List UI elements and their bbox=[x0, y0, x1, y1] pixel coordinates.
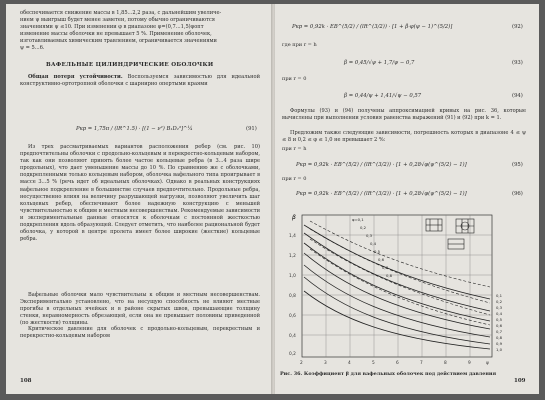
x-tick-label: 7 bbox=[420, 361, 423, 366]
x-tick-label: 9 bbox=[468, 361, 471, 366]
figure-36 bbox=[280, 207, 528, 367]
equation-92: Pкр = 0,92k · EB^(5/2) / (lR^(3/2)) · [1 + β·φ(ψ − 1)^(5/2)] bbox=[292, 24, 453, 30]
equation-96-number: (96) bbox=[512, 191, 523, 197]
equation-94: β = 0,44/ψ + 1,41/√ψ − 0,57 bbox=[344, 93, 422, 99]
curve-label: 0,2 bbox=[360, 225, 367, 230]
equation-91: Pкр = 1,75π / (lR^1.5) · [(1 − ν²) B₁D₂³]^¼ bbox=[76, 126, 193, 132]
left-para2 bbox=[20, 144, 260, 243]
equation-94-number: (94) bbox=[512, 93, 523, 99]
page-number-right: 109 bbox=[514, 378, 526, 384]
figure-caption: Рис. 36. Коэффициент β для вафельных оболочек под действием давления bbox=[280, 371, 497, 377]
where-label: при r = h bbox=[282, 146, 307, 152]
left-top-line: изготавливаемых химическим травлением, ограничивается значениями bbox=[20, 38, 217, 45]
phi-label: 1,0 bbox=[496, 347, 503, 352]
x-axis-label: ψ bbox=[486, 361, 489, 366]
phi-label: 0,7 bbox=[496, 329, 503, 334]
curve-label: 0,6 bbox=[378, 257, 385, 262]
left-top-line: обеспечивается снижение массы в 1,85...2,2 раза, с дальнейшим увеличе- bbox=[20, 10, 222, 16]
phi-label: 0,5 bbox=[496, 317, 503, 322]
equation-91-number: (91) bbox=[246, 126, 257, 132]
left-top-line: значениями ψ ≤10. При изменении φ в диапазоне φ=(0,7...1,5)φопт bbox=[20, 24, 204, 31]
right-page bbox=[274, 4, 539, 394]
para-text: Предложим также следующие зависимости, погрешность которых в диапазоне 4 ≤ ψ ≤ 8 и 0,2 ≤ φ ≤ 1,0 не превышает 2 %: bbox=[282, 130, 526, 144]
left-top-line: нием ψ выигрыш будет менее заметен, потому обычно ограничиваются bbox=[20, 17, 215, 24]
para-text: Из трех рассматриваемых вариантов расположения ребер (см. рис. 10) предпочтительны оболочки с продольно-кольцевым и перекрестно-кольцевым набором, так как они позволяют принять более частое кольцевые ребра (в 3...4 раза шире продольных), что дает уменьшение массы до 10 %. По сравнению же с оболочками, подкрепленными только кольцевым набором, оболочка вафельного типа проигрывает в массе 3...5 % (речь идет об идеальных оболочках). Однако в реальных конструкциях вафельное подкрепление в большинстве случаев предпочтительно. Продольные ребра, несущественно влияя на величину разрушающей нагрузки, позволяют увеличить шаг кольцевых ребер, обеспечивают более надежную конструкцию с меньшей чувствительностью к общим и местным несовершенствам. Рекомендуемые зависимости и экспериментальные данные относятся к оболочкам с постоянной жесткостью подкрепления вдоль образующей. Следует отметить, что наиболее рациональной будет оболочка, у которой в центре пролета имеет более широкие (жесткие) кольцевые ребра. bbox=[20, 144, 260, 243]
left-para1 bbox=[20, 74, 260, 88]
where-label: при r = 0 bbox=[282, 176, 307, 182]
section-heading: ВАФЕЛЬНЫЕ ЦИЛИНДРИЧЕСКИЕ ОБОЛОЧКИ bbox=[46, 62, 214, 68]
y-tick-label: 0,6 bbox=[289, 314, 296, 319]
left-para4 bbox=[20, 326, 260, 340]
y-tick-label: 0,2 bbox=[289, 352, 296, 357]
phi-label: 0,6 bbox=[496, 323, 503, 328]
equation-96: Pкр = 0,92k · EB^(5/2) / (lR^(3/2)) · [1 + 0,28√φ(ψ^(5/2) − 1)] bbox=[296, 191, 467, 197]
where-label: где при r = h bbox=[282, 42, 317, 48]
curve-label: 0,7 bbox=[382, 265, 389, 270]
chart-ylabel: β bbox=[292, 214, 296, 221]
curve-label: 0,4 bbox=[370, 241, 377, 246]
curve-label: 0,5 bbox=[374, 249, 381, 254]
x-tick-label: 3 bbox=[324, 361, 327, 366]
book-spread bbox=[6, 4, 539, 394]
left-top-text bbox=[20, 10, 260, 53]
y-tick-label: 1,2 bbox=[289, 254, 296, 259]
x-tick-label: 5 bbox=[372, 361, 375, 366]
y-tick-label: 1,0 bbox=[289, 274, 296, 279]
para-text: Формулы (93) и (94) получены аппроксимацией кривых на рис. 36, которые вычислены при выполнении условия равенства выражений (91) и (92) при k = 1. bbox=[282, 108, 526, 122]
phi-label: 0,4 bbox=[496, 311, 503, 316]
left-top-line: ψ = 5...6. bbox=[20, 45, 45, 52]
right-para2 bbox=[282, 130, 526, 144]
x-tick-label: 2 bbox=[300, 361, 303, 366]
x-tick-label: 6 bbox=[396, 361, 399, 366]
curve-label: φ=0,1 bbox=[352, 217, 364, 222]
y-tick-label: 0,4 bbox=[289, 334, 296, 339]
phi-label: 0,8 bbox=[496, 335, 503, 340]
para-text: Вафельные оболочки мало чувствительны к общим и местным несовершенствам. Экспериментально установлено, что на несущую способность не влияют местные прогибы в отдельных ячейках и в районе скрытых швов, превышающие толщину стенки, неравномерность обрезающей, если она не превышает половины приведенной (по жесткости) толщины. bbox=[20, 292, 260, 327]
phi-label: 0,3 bbox=[496, 305, 503, 310]
page-number-left: 108 bbox=[20, 378, 32, 384]
y-tick-label: 1,4 bbox=[289, 234, 296, 239]
equation-95-number: (95) bbox=[512, 162, 523, 168]
left-top-line: изменение массы оболочки не превышает 5 %. Применение оболочек, bbox=[20, 31, 212, 38]
where-label: при r = 0 bbox=[282, 76, 307, 82]
right-para1 bbox=[282, 108, 526, 122]
phi-label: 0,2 bbox=[496, 299, 503, 304]
equation-93-number: (93) bbox=[512, 60, 523, 66]
left-para3 bbox=[20, 292, 260, 327]
para-text: Воспользуемся зависимостью для идеальной конструктивно-ортотропной оболочки с шарнирно опертыми краями bbox=[20, 74, 260, 88]
y-tick-label: 0,8 bbox=[289, 294, 296, 299]
equation-93: β = 0,45/√ψ + 1,7/ψ − 0,7 bbox=[344, 60, 415, 66]
phi-label: 0,1 bbox=[496, 293, 503, 298]
left-page bbox=[6, 4, 272, 394]
x-tick-label: 8 bbox=[444, 361, 447, 366]
curve-label: 0,8 bbox=[386, 273, 393, 278]
x-tick-label: 4 bbox=[348, 361, 351, 366]
para-text: Критическое давление для оболочек с продольно-кольцевым, перекрестным и перекрестно-кольцевым набором bbox=[20, 326, 260, 340]
para-lead: Общая потеря устойчивости. bbox=[28, 74, 123, 80]
equation-95: Pкр = 0,92k · EB^(5/2) / (lR^(3/2)) · [1 + 0,28√φ(ψ^(5/2) − 1)] bbox=[296, 162, 467, 168]
curve-label: 0,3 bbox=[366, 233, 373, 238]
equation-92-number: (92) bbox=[512, 24, 523, 30]
phi-label: 0,9 bbox=[496, 341, 503, 346]
